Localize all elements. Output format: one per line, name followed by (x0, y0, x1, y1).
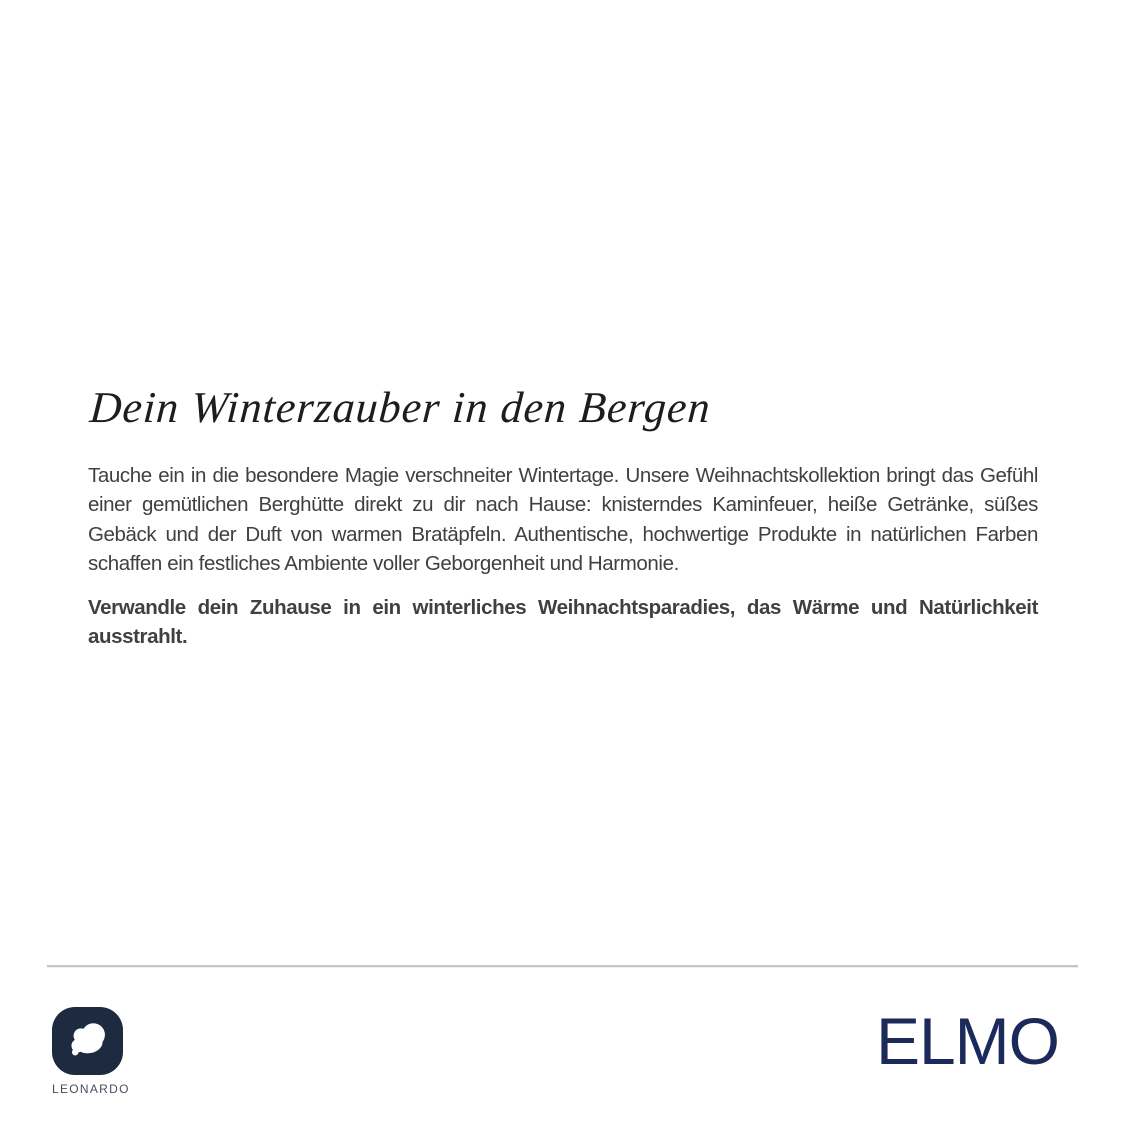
intro-paragraph: Tauche ein in die besondere Magie verschneiter Wintertage. Unsere Weihnachtskollektion bringt das Gefühl einer gemütlichen Berghütte direkt zu dir nach Hause: knisterndes Kaminfeuer, heiße Getränke, süßes Gebäck und der Duft von warmen Bratäpfeln. Authentische, hochwertige Produkte in natürlichen Farben schaffen ein festliches Ambiente voller Geborgenheit und Harmonie. (88, 463, 1038, 576)
elmo-wordmark: ELMO (875, 1004, 1059, 1078)
cloud-icon (58, 1013, 118, 1069)
page-title: Dein Winterzauber in den Bergen (88, 383, 713, 432)
footer-divider (47, 965, 1078, 967)
text-block (88, 382, 1038, 652)
leonardo-wordmark: LEONARDO (52, 1082, 130, 1096)
highlight-paragraph: Verwandle dein Zuhause in ein winterliches Weihnachtsparadies, das Wärme und Natürlichkeit ausstrahlt. (88, 595, 1038, 649)
leonardo-logo-mark (52, 1007, 123, 1075)
leonardo-logo (52, 1007, 130, 1096)
